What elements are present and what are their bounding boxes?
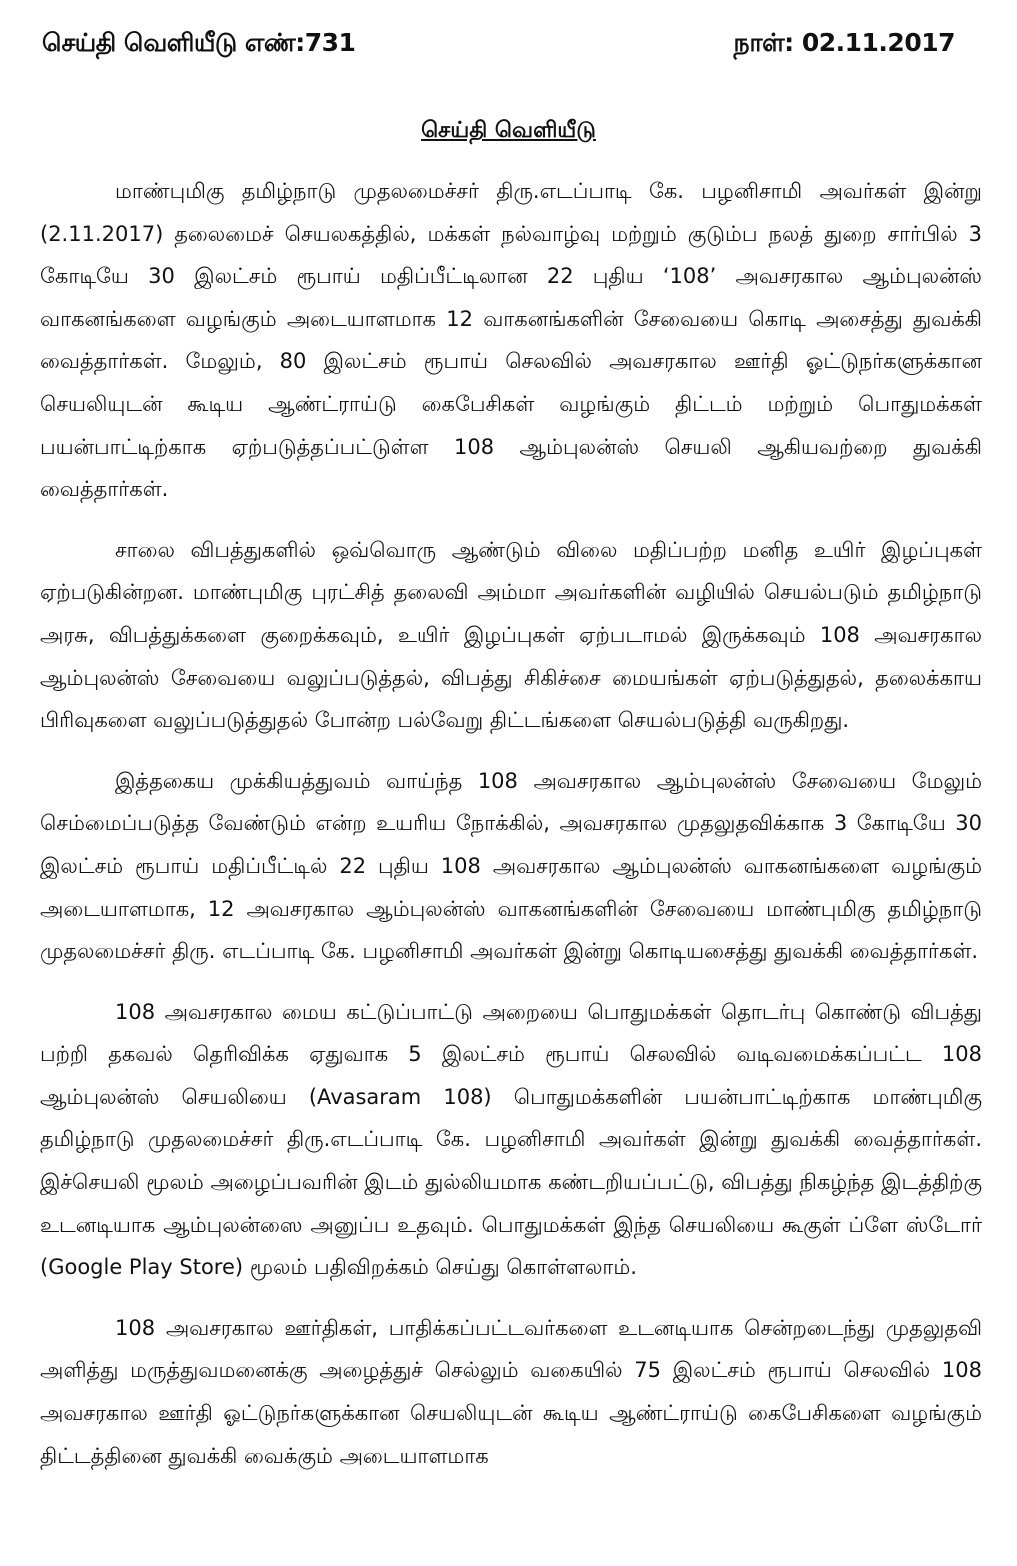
- release-number: செய்தி வெளியீடு எண்:731: [42, 28, 356, 57]
- paragraph-3: இத்தகைய முக்கியத்துவம் வாய்ந்த 108 அவசரகால ஆம்புலன்ஸ் சேவையை மேலும் செம்மைப்படுத்த வேண்டும் என்ற உயரிய நோக்கில், அவசரகால முதலுதவிக்காக 3 கோடியே 30 இலட்சம் ரூபாய் மதிப்பீட்டில் 22 புதிய 108 அவசரகால ஆம்புலன்ஸ் வாகனங்களை வழங்கும் அடையாளமாக, 12 அவசரகால ஆம்புலன்ஸ் வாகனங்களின் சேவையை மாண்புமிகு தமிழ்நாடு முதலமைச்சர் திரு. எடப்பாடி கே. பழனிசாமி அவர்கள் இன்று கொடியசைத்து துவக்கி வைத்தார்கள்.: [40, 768, 982, 964]
- header: [42, 28, 955, 68]
- document-title: செய்தி வெளியீடு: [421, 118, 596, 143]
- paragraph-4: 108 அவசரகால மைய கட்டுப்பாட்டு அறையை பொதுமக்கள் தொடர்பு கொண்டு விபத்து பற்றி தகவல் தெரிவிக்க ஏதுவாக 5 இலட்சம் ரூபாய் செலவில் வடிவமைக்கப்பட்ட 108 ஆம்புலன்ஸ் செயலியை (Avasaram 108) பொதுமக்களின் பயன்பாட்டிற்காக மாண்புமிகு தமிழ்நாடு முதலமைச்சர் திரு.எடப்பாடி கே. பழனிசாமி அவர்கள் இன்று துவக்கி வைத்தார்கள். இச்செயலி மூலம் அழைப்பவரின் இடம் துல்லியமாக கண்டறியப்பட்டு, விபத்து நிகழ்ந்த இடத்திற்கு உடனடியாக ஆம்புலன்ஸை அனுப்ப உதவும். பொதுமக்கள் இந்த செயலியை கூகுள் ப்ளே ஸ்டோர் (Google Play Store) மூலம் பதிவிறக்கம் செய்து கொள்ளலாம்.: [40, 999, 982, 1280]
- paragraph-1: மாண்புமிகு தமிழ்நாடு முதலமைச்சர் திரு.எடப்பாடி கே. பழனிசாமி அவர்கள் இன்று (2.11.2017) தலைமைச் செயலகத்தில், மக்கள் நல்வாழ்வு மற்றும் குடும்ப நலத் துறை சார்பில் 3 கோடியே 30 இலட்சம் ரூபாய் மதிப்பீட்டிலான 22 புதிய ‘108’ அவசரகால ஆம்புலன்ஸ் வாகனங்களை வழங்கும் அடையாளமாக 12 வாகனங்களின் சேவையை கொடி அசைத்து துவக்கி வைத்தார்கள். மேலும், 80 இலட்சம் ரூபாய் செலவில் அவசரகால ஊர்தி ஓட்டுநர்களுக்கான செயலியுடன் கூடிய ஆண்ட்ராய்டு கைபேசிகள் வழங்கும் திட்டம் மற்றும் பொதுமக்கள் பயன்பாட்டிற்காக ஏற்படுத்தப்பட்டுள்ள 108 ஆம்புலன்ஸ் செயலி ஆகியவற்றை துவக்கி வைத்தார்கள்.: [40, 179, 982, 502]
- body-text: [40, 170, 982, 1477]
- release-date: நாள்: 02.11.2017: [733, 28, 955, 57]
- paragraph-2: சாலை விபத்துகளில் ஒவ்வொரு ஆண்டும் விலை மதிப்பற்ற மனித உயிர் இழப்புகள் ஏற்படுகின்றன. மாண்புமிகு புரட்சித் தலைவி அம்மா அவர்களின் வழியில் செயல்படும் தமிழ்நாடு அரசு, விபத்துக்களை குறைக்கவும், உயிர் இழப்புகள் ஏற்படாமல் இருக்கவும் 108 அவசரகால ஆம்புலன்ஸ் சேவையை வலுப்படுத்தல், விபத்து சிகிச்சை மையங்கள் ஏற்படுத்துதல், தலைக்காய பிரிவுகளை வலுப்படுத்துதல் போன்ற பல்வேறு திட்டங்களை செயல்படுத்தி வருகிறது.: [40, 537, 982, 733]
- paragraph-5: 108 அவசரகால ஊர்திகள், பாதிக்கப்பட்டவர்களை உடனடியாக சென்றடைந்து முதலுதவி அளித்து மருத்துவமனைக்கு அழைத்துச் செல்லும் வகையில் 75 இலட்சம் ரூபாய் செலவில் 108 அவசரகால ஊர்தி ஓட்டுநர்களுக்கான செயலியுடன் கூடிய ஆண்ட்ராய்டு கைபேசிகளை வழங்கும் திட்டத்தினை துவக்கி வைக்கும் அடையாளமாக: [40, 1315, 982, 1468]
